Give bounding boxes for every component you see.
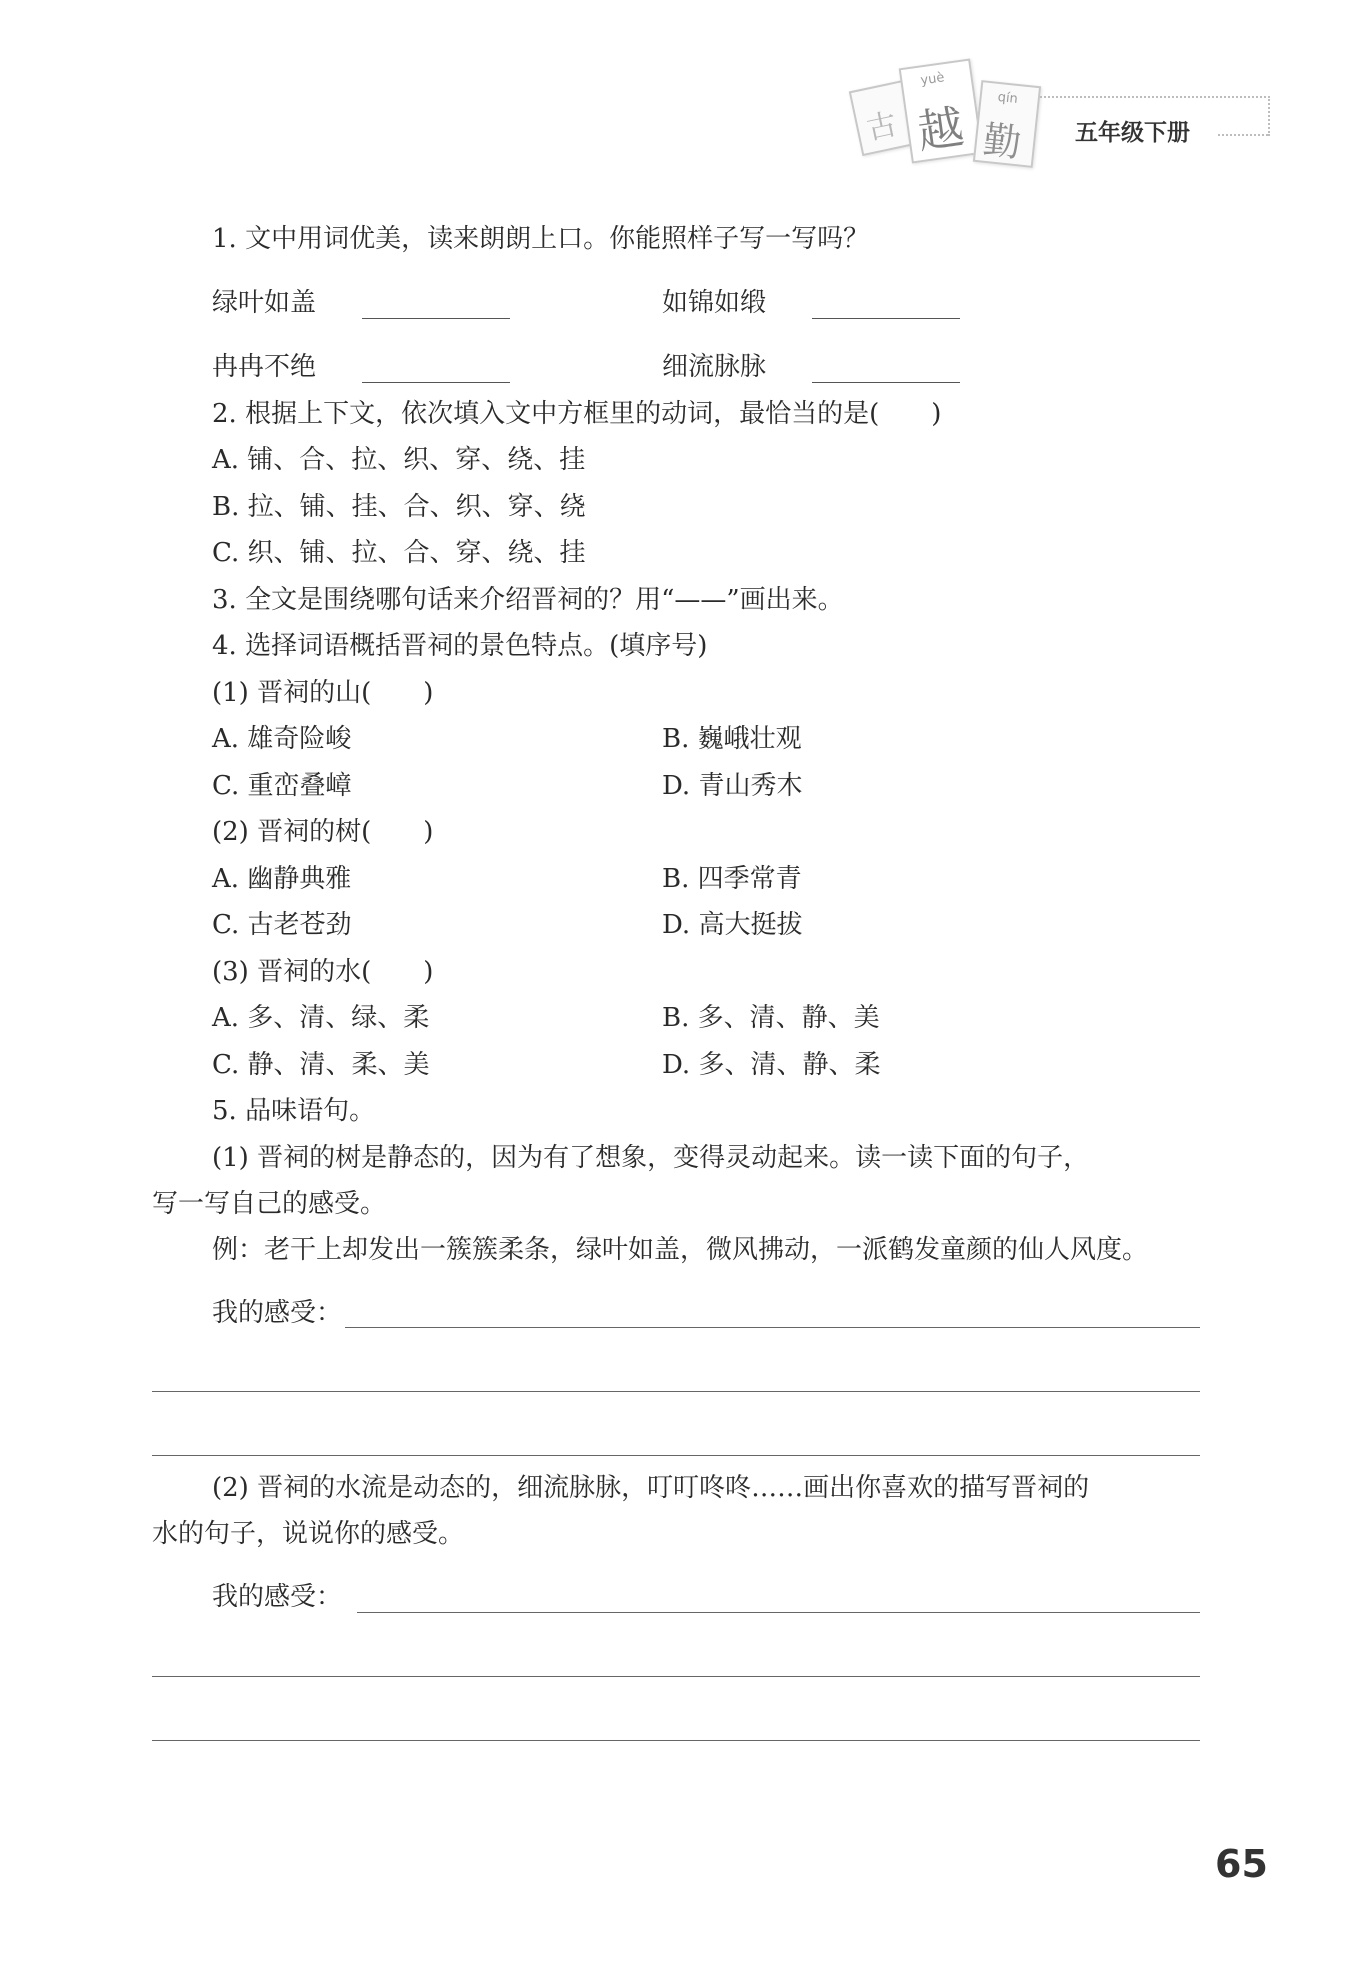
q4-part-label: (1) 晋祠的山( ) — [212, 678, 434, 708]
q2-stem: 2. 根据上下文，依次填入文中方框里的动词，最恰当的是( ) — [212, 399, 942, 429]
page-number: 65 — [1215, 1842, 1268, 1886]
q4-option: D. 高大挺拔 — [662, 910, 803, 940]
q3-stem: 3. 全文是围绕哪句话来介绍晋祠的？用“——”画出来。 — [212, 585, 844, 615]
q4-part-label: (2) 晋祠的树( ) — [212, 817, 434, 847]
q4-option: B. 巍峨壮观 — [662, 724, 802, 754]
q1-word: 绿叶如盖 — [212, 288, 317, 318]
q4-option: B. 多、清、静、美 — [662, 1003, 880, 1033]
q5-stem: 5. 品味语句。 — [212, 1096, 376, 1126]
header-logo — [855, 55, 1050, 170]
q5-example: 例：老干上却发出一簇簇柔条，绿叶如盖，微风拂动，一派鹤发童颜的仙人风度。 — [212, 1235, 1149, 1265]
feeling-label: 我的感受： — [212, 1298, 343, 1328]
q1-answer-blank[interactable] — [362, 382, 510, 383]
logo-card-yue — [899, 58, 984, 163]
q4-part-label: (3) 晋祠的水( ) — [212, 957, 434, 987]
q4-option: A. 幽静典雅 — [212, 864, 352, 894]
q4-option: A. 多、清、绿、柔 — [212, 1003, 430, 1033]
q5-part2-text: 水的句子，说说你的感受。 — [152, 1519, 465, 1549]
logo-pinyin: yuè — [919, 70, 946, 89]
logo-char: 古 — [863, 106, 901, 148]
q4-option: C. 静、清、柔、美 — [212, 1050, 430, 1080]
q1-word: 冉冉不绝 — [212, 352, 317, 382]
q2-option: A. 铺、合、拉、织、穿、绕、挂 — [212, 445, 586, 475]
q1-answer-blank[interactable] — [362, 318, 510, 319]
q5-part1-text: (1) 晋祠的树是静态的，因为有了想象，变得灵动起来。读一读下面的句子， — [212, 1143, 1090, 1173]
logo-pinyin: qín — [996, 89, 1019, 107]
q1-stem: 1. 文中用词优美，读来朗朗上口。你能照样子写一写吗？ — [212, 224, 870, 254]
q1-answer-blank[interactable] — [812, 382, 960, 383]
answer-line[interactable] — [152, 1676, 1200, 1677]
answer-line[interactable] — [152, 1740, 1200, 1741]
q1-answer-blank[interactable] — [812, 318, 960, 319]
q1-word: 如锦如缎 — [662, 288, 767, 318]
answer-line[interactable] — [357, 1612, 1200, 1613]
q4-option: B. 四季常青 — [662, 864, 802, 894]
q2-option: B. 拉、铺、挂、合、织、穿、绕 — [212, 492, 586, 522]
q5-part1-text: 写一写自己的感受。 — [152, 1189, 387, 1219]
q4-option: C. 古老苍劲 — [212, 910, 352, 940]
q4-option: A. 雄奇险峻 — [212, 724, 352, 754]
logo-card-qin — [973, 80, 1041, 168]
q4-option: D. 青山秀木 — [662, 771, 803, 801]
q5-part2-text: (2) 晋祠的水流是动态的，细流脉脉，叮叮咚咚……画出你喜欢的描写晋祠的 — [212, 1473, 1090, 1503]
grade-label: 五年级下册 — [1075, 120, 1190, 146]
logo-char: 越 — [914, 99, 968, 160]
feeling-label: 我的感受： — [212, 1582, 343, 1612]
answer-line[interactable] — [152, 1455, 1200, 1456]
q2-option: C. 织、铺、拉、合、穿、绕、挂 — [212, 538, 586, 568]
q4-option: C. 重峦叠嶂 — [212, 771, 352, 801]
q4-option: D. 多、清、静、柔 — [662, 1050, 881, 1080]
q1-word: 细流脉脉 — [662, 352, 767, 382]
answer-line[interactable] — [345, 1327, 1200, 1328]
q4-stem: 4. 选择词语概括晋祠的景色特点。(填序号) — [212, 631, 708, 661]
logo-char: 勤 — [980, 117, 1024, 166]
answer-line[interactable] — [152, 1391, 1200, 1392]
